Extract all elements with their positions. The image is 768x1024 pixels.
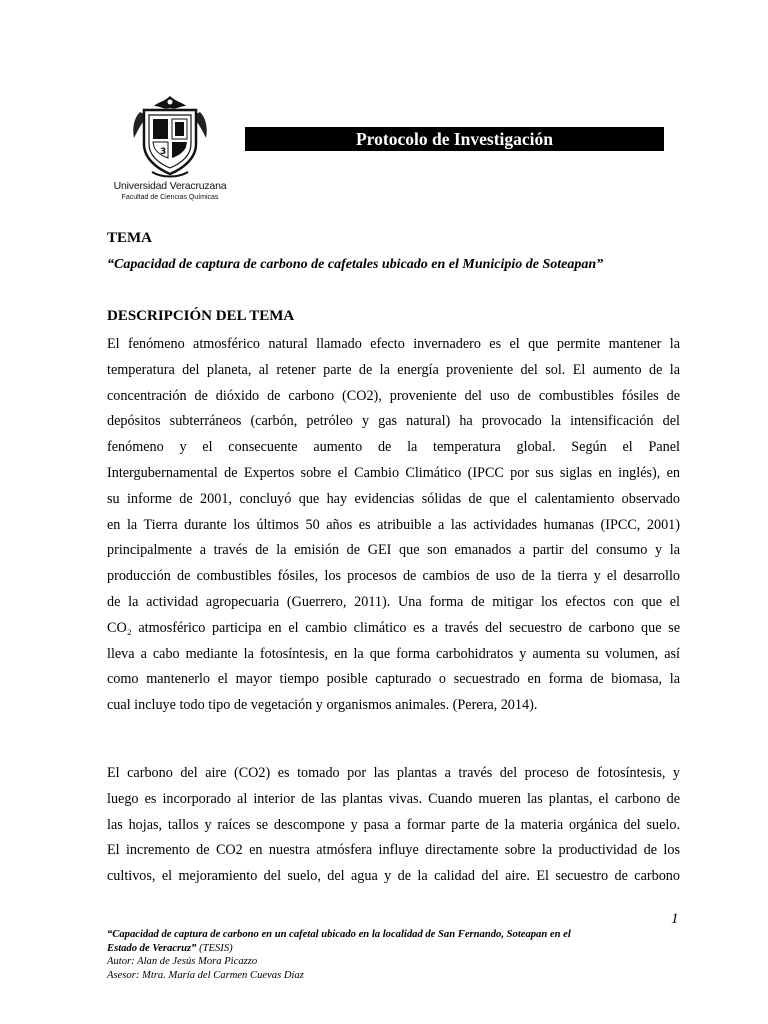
university-seal-icon (112, 92, 228, 180)
paragraph-line: concentración de dióxido de carbono (CO2), proveniente del uso de combustibles fósiles de (107, 387, 680, 404)
paragraph-line: luego es incorporado al interior de las plantas vivas. Cuando mueren las plantas, el carbono de (107, 790, 680, 807)
paragraph-line: cual incluye todo tipo de vegetación y organismos animales. (Perera, 2014). (107, 697, 538, 714)
paragraph-line: su informe de 2001, concluyó que hay evidencias sólidas de que el calentamiento observado (107, 490, 680, 507)
paragraph-line: producción de combustibles fósiles, los procesos de cambios de uso de la tierra y el desarrollo (107, 568, 680, 585)
footer-advisor-label: Asesor: (107, 969, 143, 981)
footer-thesis-line1: “Capacidad de captura de carbono en un cafetal ubicado en la localidad de San Fernando, Soteapan en el (107, 929, 571, 940)
paragraph-line: principalmente a través de la emisión de GEI que son emanados a partir del consumo y la (107, 542, 680, 559)
page-title: Protocolo de Investigación (245, 127, 664, 151)
descripcion-heading: DESCRIPCIÓN DEL TEMA (107, 308, 295, 324)
paragraph-line: El carbono del aire (CO2) es tomado por las plantas a través del proceso de fotosíntesis, y (107, 765, 680, 781)
tema-heading: TEMA (107, 230, 152, 246)
page-number: 1 (671, 911, 679, 927)
paragraph-line: Intergubernamental de Expertos sobre el Cambio Climático (IPCC por sus siglas en inglés), en (107, 464, 680, 481)
paragraph-line: como mantenerlo el mayor tiempo posible capturado o secuestrado en forma de biomasa, la (107, 671, 680, 688)
paragraph-line: temperatura del planeta, al retener parte de la energía proveniente del sol. El aumento de la (107, 361, 680, 378)
university-name: Universidad Veracruzana (113, 180, 227, 192)
paragraph-line: lleva a cabo mediante la fotosíntesis, en la que forma carbohidratos y aumenta su volumen, así (107, 645, 680, 662)
footer-thesis-line2: Estado de Veracruz” (107, 942, 197, 954)
paragraph-line: fenómeno y el consecuente aumento de la temperatura global. Según el Panel (107, 439, 680, 456)
footer-advisor: Mtra. María del Carmen Cuevas Díaz (142, 969, 304, 981)
paragraph-2 (107, 761, 680, 890)
university-logo (112, 92, 228, 206)
footer-author: Alan de Jesús Mora Picazzo (137, 956, 258, 967)
paragraph-line: las hojas, tallos y raíces se descompone y pasa a formar parte de la materia orgánica del suelo. (107, 816, 680, 833)
tema-text: “Capacidad de captura de carbono de cafetales ubicado en el Municipio de Soteapan” (107, 257, 604, 272)
paragraph-line: CO₂ atmosférico participa en el cambio climático es a través del secuestro de carbono que se (107, 619, 680, 636)
paragraph-line: cultivos, el mejoramiento del suelo, del agua y de la calidad del aire. El secuestro de carbono (107, 868, 680, 885)
paragraph-line: en la Tierra durante los últimos 50 años es atribuible a las actividades humanas (IPCC, 2001) (107, 516, 680, 533)
paragraph-line: de la actividad agropecuaria (Guerrero, 2011). Una forma de mitigar los efectos con que el (107, 593, 680, 610)
faculty-name: Facultad de Ciencias Químicas (121, 194, 219, 201)
footer-author-label: Autor: (107, 956, 138, 967)
paragraph-1 (107, 332, 680, 719)
footer-thesis-tag: (TESIS) (196, 942, 233, 954)
paragraph-line: El incremento de CO2 en nuestra atmósfera influye directamente sobre la productividad de los (107, 842, 680, 859)
svg-text:3: 3 (160, 147, 167, 157)
page-footer (107, 928, 667, 982)
paragraph-line: El fenómeno atmosférico natural llamado efecto invernadero es el que permite mantener la (107, 336, 680, 352)
paragraph-line: depósitos subterráneos (carbón, petróleo y gas natural) ha provocado la intensificación del (107, 413, 680, 430)
